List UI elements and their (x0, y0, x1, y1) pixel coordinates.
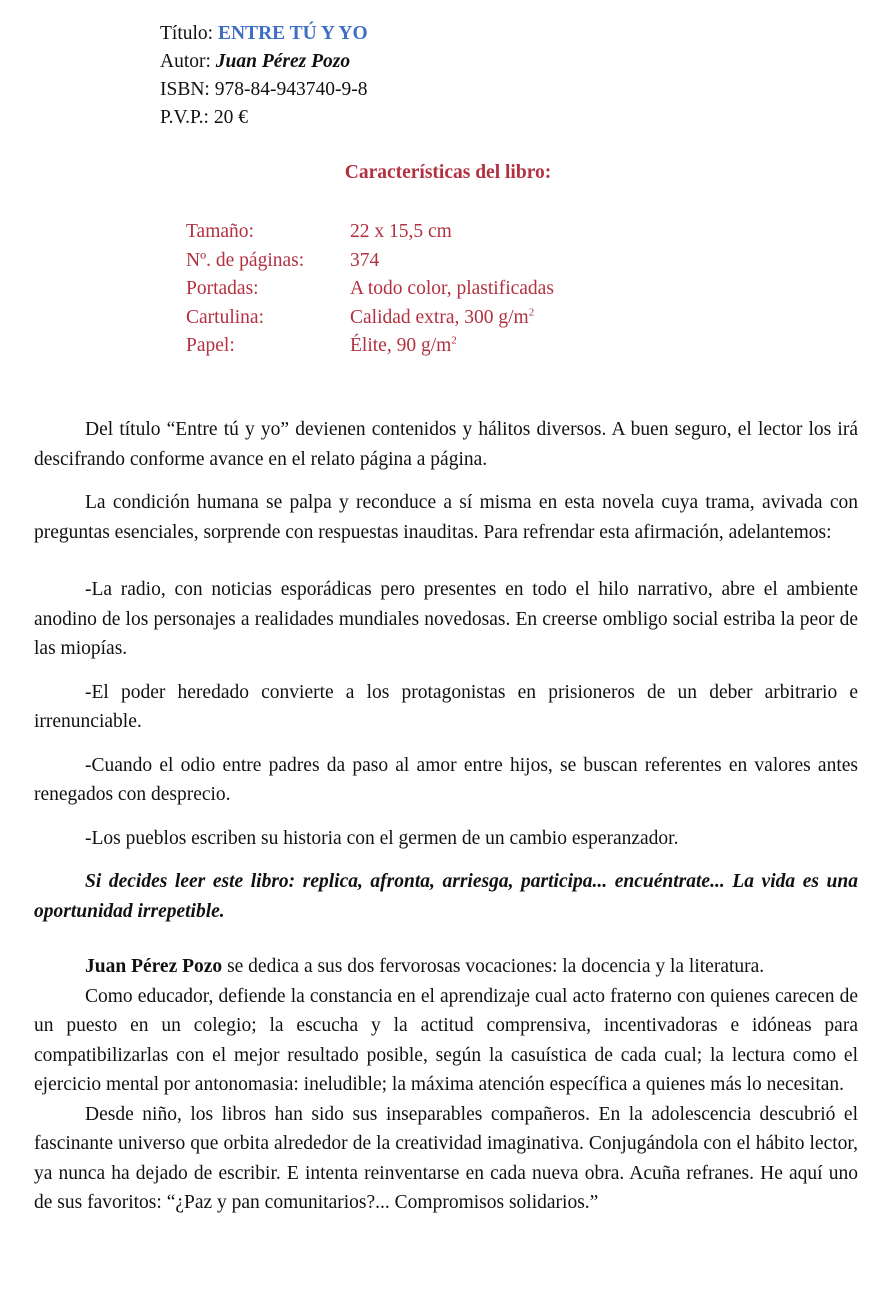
spec-value: A todo color, plastificadas (350, 278, 554, 299)
author-label: Autor: (160, 51, 216, 72)
book-metadata (160, 20, 368, 132)
characteristics-heading: Características del libro: (344, 162, 552, 183)
intro-paragraph: Del título “Entre tú y yo” devienen contenidos y hálitos diversos. A buen seguro, el lector los irá descifrando conforme avance en el relato página a página. (34, 419, 858, 470)
highlight-peoples: -Los pueblos escriben su historia con el germen de un cambio esperanzador. (85, 827, 679, 849)
author-bio-name: Juan Pérez Pozo (85, 956, 223, 977)
spec-value: 22 x 15,5 cm (350, 221, 452, 242)
spec-row-paper (186, 332, 554, 361)
highlight-radio: -La radio, con noticias esporádicas pero presentes en todo el hilo narrativo, abre el ambiente anodino de los personajes a realidades mundiales novedosas. En creerse ombligo social estriba la peor de las miopías. (34, 579, 858, 659)
price-line: P.V.P.: 20 € (160, 107, 248, 128)
bio-writer-paragraph: Desde niño, los libros han sido sus inseparables compañeros. En la adolescencia descubrió el fascinante universo que orbita alrededor de la creatividad imaginativa. Conjugándola con el hábito lector, ya nunca ha dejado de escribir. E intenta reinventarse en cada nueva obra. Acuña refranes. He aquí uno de sus favoritos: “¿Paz y pan comunitarios?... Compromisos solidarios.” (34, 1103, 858, 1213)
spec-label: Tamaño: (186, 221, 254, 242)
bio-intro-text: se dedica a sus dos fervorosas vocaciones: la docencia y la literatura. (222, 956, 765, 977)
superscript: 2 (528, 306, 535, 318)
highlight-power: -El poder heredado convierte a los protagonistas en prisioneros de un deber arbitrario e irrenunciable. (34, 681, 858, 732)
spec-label: Cartulina: (186, 306, 264, 328)
spec-value-text: Calidad extra, 300 g/m (350, 306, 529, 328)
author-name: Juan Pérez Pozo (215, 51, 351, 72)
isbn-line: ISBN: 978-84-943740-9-8 (160, 79, 368, 100)
bio-intro (34, 952, 858, 982)
spec-row-size (186, 218, 554, 247)
highlight-love: -Cuando el odio entre padres da paso al amor entre hijos, se buscan referentes en valores antes renegados con desprecio. (34, 754, 858, 805)
spec-value (350, 332, 457, 361)
title-line (160, 20, 368, 48)
spec-row-pages (186, 247, 554, 276)
premise-paragraph: La condición humana se palpa y reconduce a sí misma en esta novela cuya trama, avivada con preguntas esenciales, sorprende con respuestas inauditas. Para refrendar esta afirmación, adelantemos: (34, 492, 858, 543)
bio-educator-paragraph: Como educador, defiende la constancia en el aprendizaje cual acto fraterno con quienes carecen de un puesto en un colegio; la escucha y la actitud comprensiva, incentivadoras e idóneas para compatibilizarlas con el mejor resultado posible, según la casuística de cada cual; la lectura como el ejercicio mental por antonomasia: ineludible; la máxima atención específica a quienes más lo necesitan. (34, 985, 858, 1095)
characteristics-table (186, 218, 554, 361)
spec-label: Papel: (186, 335, 235, 356)
spec-row-covers (186, 275, 554, 304)
book-title: ENTRE TÚ Y YO (217, 23, 368, 44)
spec-value (350, 304, 534, 333)
body-text (34, 415, 858, 1218)
spec-label: Nº. de páginas: (186, 249, 305, 271)
spec-value-text: Élite, 90 g/m (350, 335, 452, 356)
title-label: Título: (160, 23, 218, 44)
spec-row-cardstock (186, 304, 554, 333)
superscript: 2 (451, 334, 457, 347)
spec-value: 374 (350, 249, 380, 271)
spec-label: Portadas: (186, 278, 259, 299)
closing-statement: Si decides leer este libro: replica, afronta, arriesga, participa... encuéntrate... La vida es una oportunidad irrepetible. (34, 871, 858, 922)
author-line (160, 48, 368, 76)
